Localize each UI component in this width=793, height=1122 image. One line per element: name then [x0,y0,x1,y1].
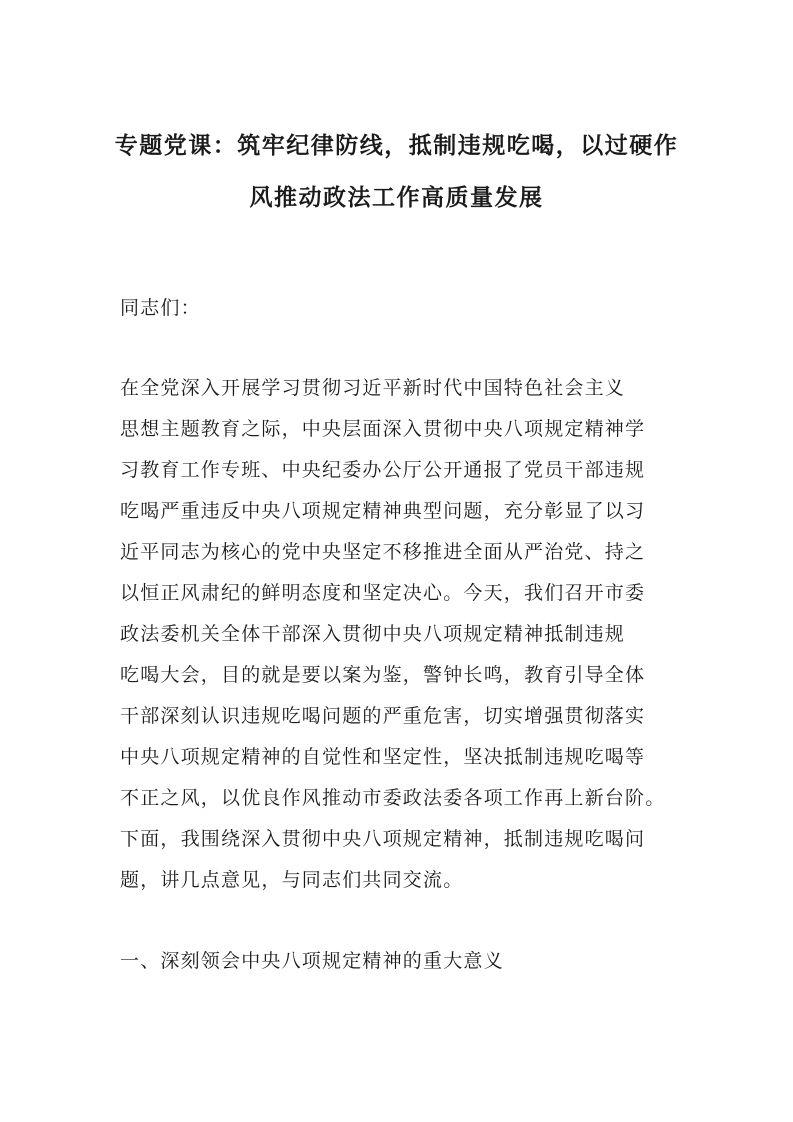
section-heading: 一、深刻领会中央八项规定精神的重大意义 [120,950,504,972]
body-line: 吃喝严重违反中央八项规定精神典型问题，充分彰显了以习 [120,500,646,522]
body-line: 近平同志为核心的党中央坚定不移推进全面从严治党、持之 [120,541,646,563]
document-title-line-2: 风推动政法工作高质量发展 [249,184,544,211]
body-line: 干部深刻认识违规吃喝问题的严重危害，切实增强贯彻落实 [120,705,646,727]
body-line: 不正之风，以优良作风推动市委政法委各项工作再上新台阶。 [120,787,666,809]
body-line: 思想主题教育之际，中央层面深入贯彻中央八项规定精神学 [120,418,646,440]
body-line: 下面，我围绕深入贯彻中央八项规定精神，抵制违规吃喝问 [120,828,646,850]
body-line: 中央八项规定精神的自觉性和坚定性，坚决抵制违规吃喝等 [120,746,646,768]
body-line: 习教育工作专班、中央纪委办公厅公开通报了党员干部违规 [120,459,646,481]
body-line: 题，讲几点意见，与同志们共同交流。 [120,869,464,891]
document-title-line-1: 专题党课：筑牢纪律防线，抵制违规吃喝，以过硬作 [114,132,679,159]
body-line: 吃喝大会，目的就是要以案为鉴，警钟长鸣，教育引导全体 [120,664,646,686]
body-line: 在全党深入开展学习贯彻习近平新时代中国特色社会主义 [120,377,626,399]
salutation: 同志们： [120,297,201,319]
body-line: 政法委机关全体干部深入贯彻中央八项规定精神抵制违规 [120,623,626,645]
body-line: 以恒正风肃纪的鲜明态度和坚定决心。今天，我们召开市委 [120,582,646,604]
